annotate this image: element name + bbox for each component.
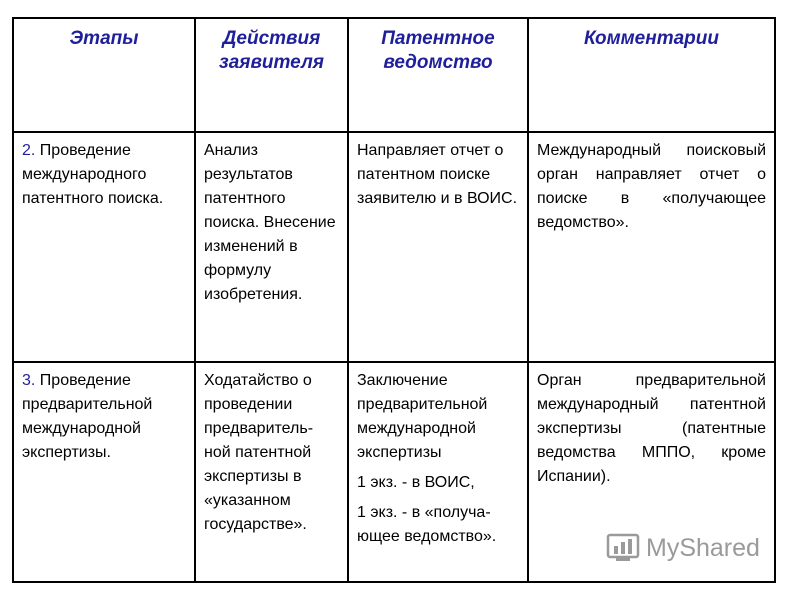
comment-cell: Орган предварительной международный патентной экспертизы (патентные ведомства МППО, кроме Испании). [528, 362, 775, 582]
header-applicant-actions: Действия заявителя [195, 18, 348, 132]
stage-text: Проведение предварительной международной экспертизы. [22, 372, 153, 461]
office-line: 1 экз. - в «получа-ющее ведомство». [357, 504, 497, 545]
stage-text: Проведение международного патентного поиска. [22, 142, 164, 207]
header-comments: Комментарии [528, 18, 775, 132]
watermark [606, 533, 760, 563]
comment-cell: Международный поисковый орган направляет отчет о поиске в «получающее ведомство». [528, 132, 775, 362]
office-line: 1 экз. - в ВОИС, [357, 474, 475, 491]
office-cell: Направляет отчет о патентном поиске заявителю и в ВОИС. [348, 132, 528, 362]
stage-number: 2. [22, 142, 36, 159]
header-stages: Этапы [13, 18, 195, 132]
stage-cell [13, 132, 195, 362]
stage-cell [13, 362, 195, 582]
applicant-cell: Ходатайство о проведении предваритель-ной патентной экспертизы в «указанном государстве». [195, 362, 348, 582]
office-line: Заключение предварительной международной экспертизы [357, 372, 488, 461]
header-patent-office: Патентное ведомство [348, 18, 528, 132]
table-row [13, 132, 775, 362]
office-cell [348, 362, 528, 582]
watermark-text: MyShared [646, 534, 760, 562]
table-header-row [13, 18, 775, 132]
applicant-cell: Анализ результатов патентного поиска. Внесение изменений в формулу изобретения. [195, 132, 348, 362]
chart-icon [606, 533, 640, 563]
stage-number: 3. [22, 372, 36, 389]
stages-table [12, 17, 776, 583]
